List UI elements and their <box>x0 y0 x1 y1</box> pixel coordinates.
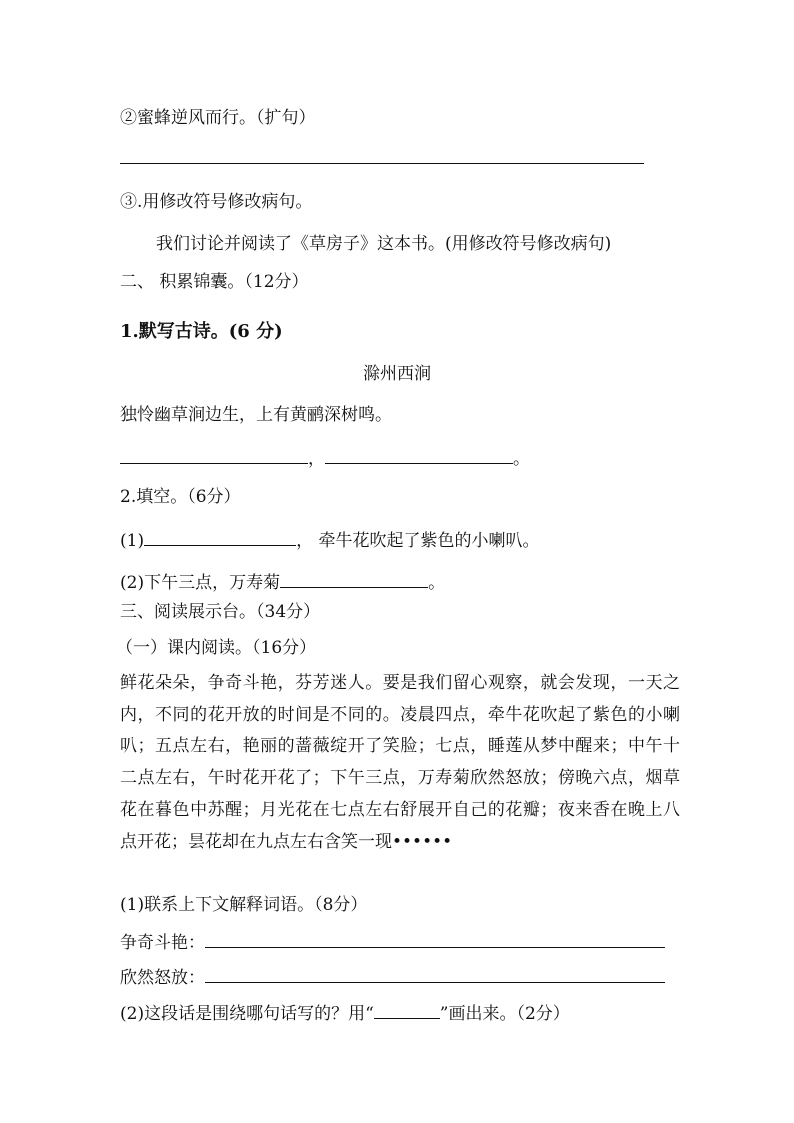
end-mark: 。 <box>513 449 530 469</box>
subsection-heading-in-class-reading: （一）课内阅读。（16分） <box>116 638 317 658</box>
end-mark: 。 <box>428 573 446 593</box>
reading-passage: 鲜花朵朵，争奇斗艳，芬芳迷人。要是我们留心观察，就会发现，一天之内，不同的花开放的时间是不同的。凌晨四点，牵牛花吹起了紫色的小喇叭；五点左右，艳丽的蔷薇绽开了笑脸；七点，睡莲从梦中醒来；中午十二点左右，午时花开花了；下午三点，万寿菊欣然怒放；傍晚六点，烟草花在暮色中苏醒；月光花在七点左右舒展开自己的花瓣；夜来香在晚上八点开花；昙花却在九点左右含笑一现•••••• <box>120 673 680 852</box>
poem-blank-1[interactable] <box>120 448 308 464</box>
section-heading-reading: 三、阅读展示台。（34分） <box>120 602 321 622</box>
question-correct-sentence: ③.用修改符号修改病句。 <box>120 192 313 212</box>
section-heading-accumulation: 二、 积累锦囊。（12分） <box>120 272 309 292</box>
term-row-2 <box>120 967 665 988</box>
term-answer-2[interactable] <box>205 967 665 983</box>
fill-row-2 <box>120 572 445 593</box>
fill-blank-2[interactable] <box>280 572 428 588</box>
fill-blank-1[interactable] <box>144 530 296 546</box>
separator: ， <box>308 449 325 469</box>
term-label-1: 争奇斗艳： <box>120 933 205 953</box>
fill-row-1 <box>120 530 540 551</box>
question-text-end: ”画出来。（2分） <box>439 1004 570 1024</box>
poem-blank-row <box>120 448 530 469</box>
faulty-sentence: 我们讨论并阅读了《草房子》这本书。(用修改符号修改病句) <box>156 234 612 254</box>
underline-sample <box>374 1003 440 1019</box>
question-expand-sentence: ②蜜蜂逆风而行。（扩句） <box>120 108 316 128</box>
poem-blank-2[interactable] <box>325 448 513 464</box>
fill-number-1: (1) <box>120 531 145 551</box>
poem-title: 滁州西涧 <box>363 364 431 384</box>
question-explain-words: (1)联系上下文解释词语。（8分） <box>120 895 368 915</box>
term-label-2: 欣然怒放： <box>120 968 205 988</box>
fill-text-2: (2)下午三点，万寿菊 <box>120 573 281 593</box>
question-text: (2)这段话是围绕哪句话写的？用“ <box>120 1004 374 1024</box>
term-answer-1[interactable] <box>205 932 665 948</box>
fill-text-1: ， 牵牛花吹起了紫色的小喇叭。 <box>296 531 540 551</box>
poem-line: 独怜幽草涧边生，上有黄鹂深树鸣。 <box>120 405 392 425</box>
item-heading-poem: 1.默写古诗。(6 分) <box>120 321 283 342</box>
answer-line[interactable] <box>120 163 644 164</box>
term-row-1 <box>120 932 665 953</box>
question-key-sentence <box>120 1003 570 1024</box>
item-heading-fill: 2.填空。（6分） <box>120 487 241 507</box>
